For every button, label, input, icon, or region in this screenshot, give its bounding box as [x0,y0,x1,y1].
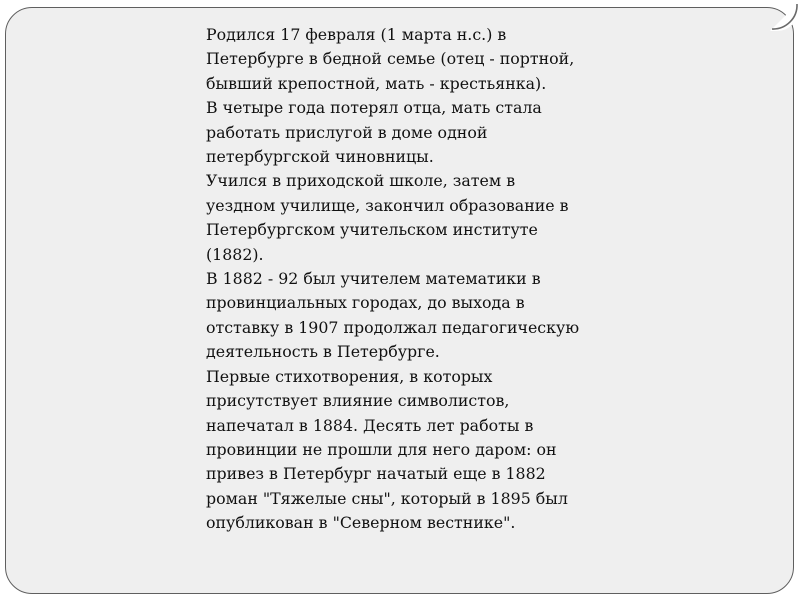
text-line: работать прислугой в доме одной [206,122,488,142]
text-line: присутствует влияние символистов, [206,391,510,411]
text-line: бывший крепостной, мать - крестьянка). [206,73,547,93]
text-line: деятельность в Петербурге. [206,342,440,362]
text-line: провинциальных городах, до выхода в [206,293,525,313]
text-line: уездном училище, закончил образование в [206,195,569,215]
text-line: Петербургском учительском институте [206,220,538,240]
text-line: привез в Петербург начатый еще в 1882 [206,464,546,484]
biography-text [206,23,606,536]
text-line: Петербурге в бедной семье (отец - портной, [206,49,575,69]
text-line: роман "Тяжелые сны", который в 1895 был [206,488,568,508]
text-line: В 1882 - 92 был учителем математики в [206,269,541,289]
text-line: опубликован в "Северном вестнике". [206,513,516,533]
text-line: напечатал в 1884. Десять лет работы в [206,415,534,435]
text-line: (1882). [206,244,264,264]
corner-decoration-icon [768,0,800,32]
text-line: В четыре года потерял отца, мать стала [206,98,542,118]
text-line: Первые стихотворения, в которых [206,366,493,386]
text-line: отставку в 1907 продолжал педагогическую [206,317,580,337]
text-line: провинции не прошли для него даром: он [206,439,557,459]
text-line: петербургской чиновницы. [206,147,434,167]
text-line: Родился 17 февраля (1 марта н.с.) в [206,25,507,44]
text-line: Учился в приходской школе, затем в [206,171,516,191]
